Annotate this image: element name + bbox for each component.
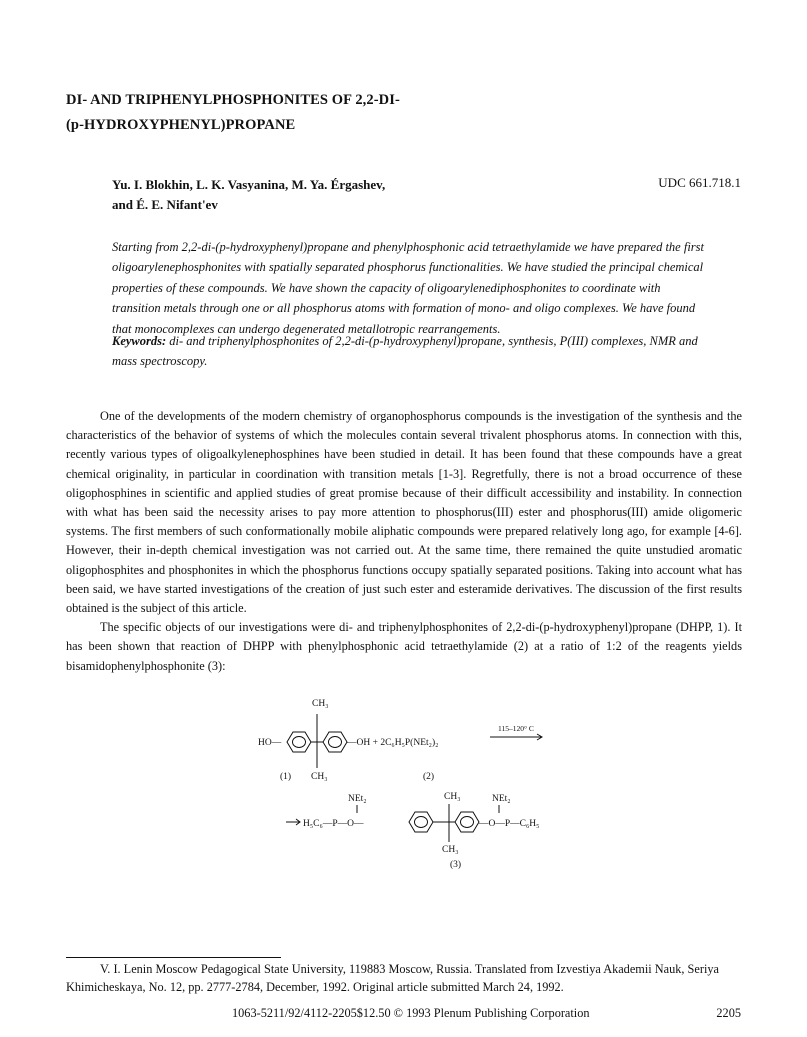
scheme-ch3-top-3: CH₃ <box>444 792 461 802</box>
scheme-label-3: (3) <box>450 860 462 870</box>
footnote-divider <box>66 957 281 958</box>
keywords <box>112 331 712 372</box>
title-line-2: (p-HYDROXYPHENYL)PROPANE <box>66 117 296 133</box>
authors-line-1: Yu. I. Blokhin, L. K. Vasyanina, M. Ya. Érgashev, <box>112 177 386 192</box>
title-line-1: DI- AND TRIPHENYLPHOSPHONITES OF 2,2-DI- <box>66 92 400 108</box>
body-paragraph-1: One of the developments of the modern chemistry of organophosphorus compounds is the investigation of the synthesis and the characteristics of the behavior of systems of which the molecules contain several trivalent phosphorus atoms. In connection with this, recently various types of oligoalkylenephosphines have been studied in detail. It has been found that these compounds have a great chemical originality, in particular in coordination with transition metals [1-3]. Regretfully, there is not a broad occurrence of these oligophosphines in scientific and applied studies of great promise because of their difficult accessibility and instability. In connection with what has been said the necessity arises to pay more attention to phosphorus(III) ester and phosphorus(III) amide oligomeric systems. The first members of such conformationally mobile aliphatic compounds were prepared relatively long ago, for example [4-6]. However, their in-depth chemical investigation was not carried out. At the same time, there remained the quite unstudied aromatic oligophosphites and phosphonites in which the phosphorus functions occupy spatially separated positions. Taking into account what has been said, we have started investigations of the creation of just such ester and esteramide derivatives. The discussion of the first results obtained is the subject of this article. <box>66 409 742 616</box>
footer-code: 1063-5211/92/4112-2205$12.50 © 1993 Plenum Publishing Corporation <box>232 1006 590 1020</box>
body-text <box>66 407 742 676</box>
benzene-ring-icon <box>455 812 479 832</box>
benzene-ring-icon <box>409 812 433 832</box>
scheme-right-group: —O—P—C₆H₅ <box>479 819 540 829</box>
scheme-label-1: (1) <box>280 772 292 782</box>
page-number: 2205 <box>716 1006 741 1020</box>
abstract: Starting from 2,2-di-(p-hydroxyphenyl)propane and phenylphosphonic acid tetraethylamide we have prepared the first oligoarylenephosphonites with spatially separated phosphorus functionalities. We have studied the principal chemical properties of these compounds. We have shown the capacity of oligoarylenediphosphonites to coordinate with transition metals through one or all phosphorus atoms with formation of mono- and oligo complexes. We have found that monocomplexes can undergo degenerated metallotropic rearrangements. <box>112 240 705 336</box>
benzene-ring-icon <box>287 732 311 752</box>
keywords-label: Keywords: <box>112 334 167 348</box>
scheme-oh-plus-reagent: —OH + 2C₆H₅P(NEt₂)₂ <box>347 738 439 748</box>
scheme-ch3-bottom-1: CH₃ <box>311 772 328 782</box>
reaction-scheme <box>200 692 620 872</box>
scheme-ch3-top-1: CH₃ <box>312 699 329 709</box>
authors-line-2: and É. E. Nifant'ev <box>112 197 218 212</box>
scheme-left-group: H₅C₆—P—O— <box>303 819 364 829</box>
udc-code: UDC 661.718.1 <box>658 175 741 190</box>
body-paragraph-2: The specific objects of our investigations were di- and triphenylphosphonites of 2,2-di-(p-hydroxyphenyl)propane (DHPP, 1). It has been shown that reaction of DHPP with phenylphosphonic acid tetraethylamide (2) at a ratio of 1:2 of the reagents yields bisamidophenylphosphonite (3): <box>66 620 742 673</box>
scheme-label-2: (2) <box>423 772 435 782</box>
article-title <box>66 88 586 138</box>
keywords-text: di- and triphenylphosphonites of 2,2-di-(p-hydroxyphenyl)propane, synthesis, P(III) complexes, NMR and mass spectroscopy. <box>112 334 698 369</box>
scheme-net2-left: NEt₂ <box>348 794 367 804</box>
scheme-condition: 115–120° C <box>498 724 534 733</box>
scheme-net2-right: NEt₂ <box>492 794 511 804</box>
footnote: V. I. Lenin Moscow Pedagogical State University, 119883 Moscow, Russia. Translated from Izvestiya Akademii Nauk, Seriya Khimicheskaya, No. 12, pp. 2777-2784, December, 1992. Original article submitted March 24, 1992. <box>66 962 719 994</box>
scheme-ho: HO— <box>258 738 282 748</box>
benzene-ring-icon <box>323 732 347 752</box>
scheme-ch3-bottom-3: CH₃ <box>442 845 459 855</box>
author-list <box>112 175 552 215</box>
